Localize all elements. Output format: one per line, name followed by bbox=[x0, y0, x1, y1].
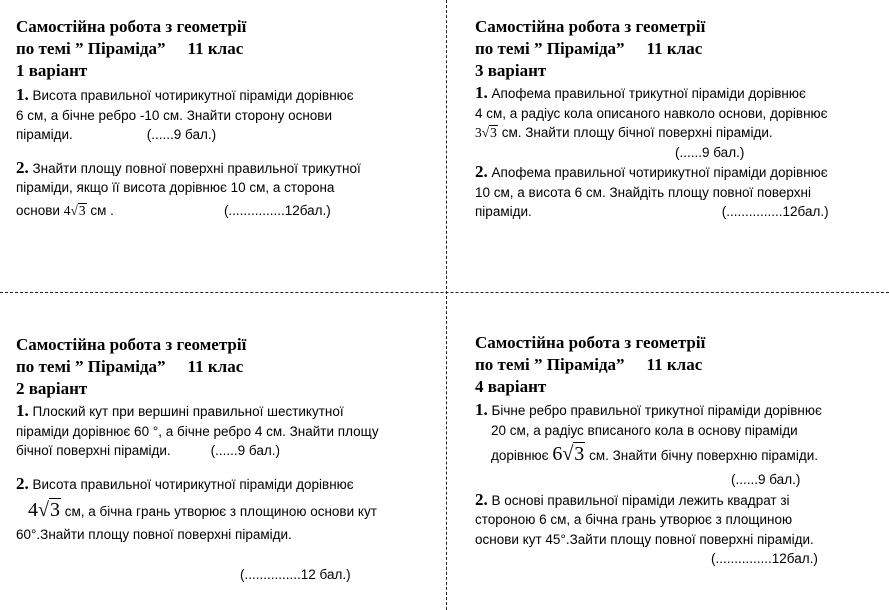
task-2: 2. Апофема правильної чотирикутної піраміди дорівнює 10 см, а висота 6 см. Знайдіть площу повної поверхні піраміди. (...............12бал.) bbox=[475, 162, 889, 222]
variant-1-card bbox=[16, 16, 436, 220]
variant-label: 3 варіант bbox=[475, 61, 547, 80]
variant-3-card bbox=[475, 16, 889, 222]
grade-label: 11 клас bbox=[187, 39, 244, 58]
task-number: 1. bbox=[16, 85, 29, 104]
variant-label: 2 варіант bbox=[16, 379, 88, 398]
grade-label: 11 клас bbox=[646, 39, 703, 58]
card-title: Самостійна робота з геометрії bbox=[475, 17, 706, 36]
root-expression: 3√3 bbox=[475, 125, 497, 140]
variant-2-card bbox=[16, 334, 436, 584]
horizontal-cut-line bbox=[0, 292, 889, 293]
task-1: 1. Апофема правильної трикутної піраміди дорівнює 4 см, а радіус кола описаного навколо основи, дорівнює 3√3 см. Знайти площу бічної поверхні піраміди. (......9 бал.) bbox=[475, 83, 889, 162]
points-label: (......9 бал.) bbox=[210, 443, 280, 458]
root-expression: 6√3 bbox=[552, 443, 585, 465]
card-topic: по темі ” Піраміда” 11 клас bbox=[16, 357, 244, 376]
root-expression: 4√3 bbox=[63, 202, 86, 218]
task-1: 1. Бічне ребро правильної трикутної піраміди дорівнює 20 см, а радіус вписаного кола в основу піраміди дорівнює 6√3 см. Знайти бічну поверхню піраміди. (......9 бал.) bbox=[475, 400, 889, 490]
task-number: 2. bbox=[16, 157, 29, 177]
task-1: 1. Висота правильної чотирикутної піраміди дорівнює 6 см, а бічне ребро -10 см. Знайти сторону основи піраміди. (......9 бал.) bbox=[16, 85, 436, 145]
task-number: 2. bbox=[16, 473, 29, 493]
vertical-cut-line bbox=[446, 0, 447, 610]
task-number: 2. bbox=[475, 162, 488, 181]
task-2: 2. Висота правильної чотирикутної піраміди дорівнює 4√3 см, а бічна грань утворює з площиною основи кут 60°.Знайти площу повної поверхні піраміди. (...............12 бал.) bbox=[16, 474, 436, 585]
points-label: (...............12бал.) bbox=[711, 551, 818, 566]
points-label: (......9 бал.) bbox=[675, 144, 745, 160]
task-number: 1. bbox=[475, 83, 488, 102]
variant-label: 1 варіант bbox=[16, 61, 88, 80]
variant-label: 4 варіант bbox=[475, 377, 547, 396]
task-number: 1. bbox=[16, 401, 29, 420]
card-title: Самостійна робота з геометрії bbox=[16, 335, 247, 354]
card-title: Самостійна робота з геометрії bbox=[475, 333, 706, 352]
points-label: (......9 бал.) bbox=[146, 127, 217, 142]
card-topic: по темі ” Піраміда” 11 клас bbox=[475, 39, 703, 58]
task-1: 1. Плоский кут при вершині правильної шестикутної піраміди дорівнює 60 °, а бічне ребро 4 см. Знайти площу бічної поверхні піраміди. (......9 бал.) bbox=[16, 401, 436, 461]
points-label: (...............12бал.) bbox=[721, 204, 829, 219]
variant-4-card bbox=[475, 332, 889, 569]
card-topic: по темі ” Піраміда” 11 клас bbox=[475, 355, 703, 374]
points-label: (...............12 бал.) bbox=[240, 566, 351, 582]
task-number: 2. bbox=[475, 489, 488, 509]
task-2: 2. Знайти площу повної поверхні правильної трикутної піраміди, якщо її висота дорівнює 10 см, а сторона основи 4√3 см . (...............12бал.) bbox=[16, 158, 436, 221]
points-label: (...............12бал.) bbox=[223, 202, 331, 218]
card-topic: по темі ” Піраміда” 11 клас bbox=[16, 39, 244, 58]
task-number: 1. bbox=[475, 400, 488, 419]
root-expression: 4√3 bbox=[28, 499, 60, 521]
card-title: Самостійна робота з геометрії bbox=[16, 17, 247, 36]
points-label: (......9 бал.) bbox=[731, 472, 801, 487]
grade-label: 11 клас bbox=[187, 357, 244, 376]
grade-label: 11 клас bbox=[646, 355, 703, 374]
task-2: 2. В основі правильної піраміди лежить квадрат зі стороною 6 см, а бічна грань утворює з площиною основи кут 45°.Зайти площу повної поверхні піраміди. (...............12бал.) bbox=[475, 490, 889, 569]
